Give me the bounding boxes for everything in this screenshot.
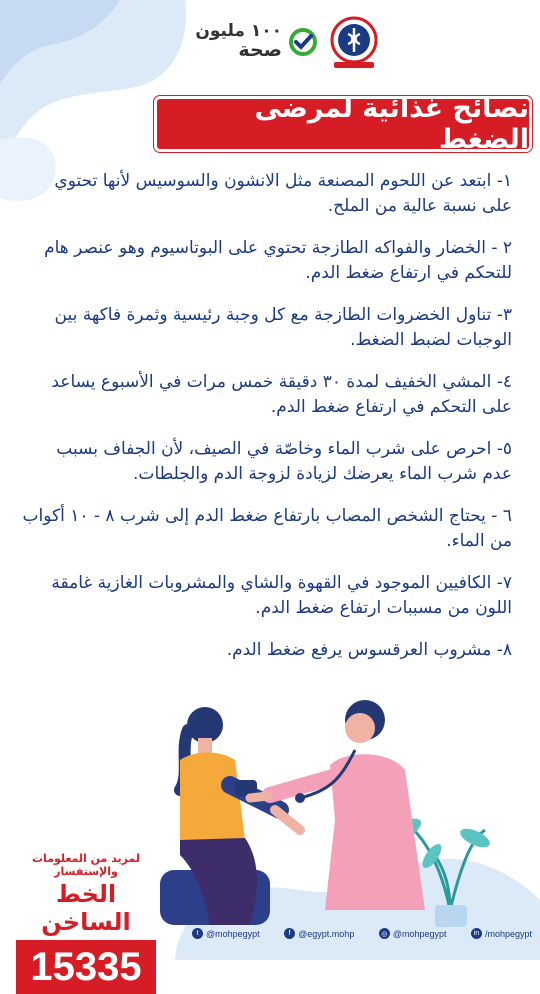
instagram-handle: @mohpegypt	[392, 928, 447, 939]
hotline-title: الخط الساخن	[41, 880, 131, 936]
tip-1: ١- ابتعد عن اللحوم المصنعة مثل الانشون والسوسيس لأنها تحتوي على نسبة عالية من الملح.	[54, 171, 512, 216]
hotline-caption: لمزيد من المعلومات والإستفسار	[31, 852, 141, 878]
tip-7: ٧- الكافيين الموجود في القهوة والشاي والمشروبات الغازية غامقة اللون من مسببات ارتفاع ضغط الدم.	[51, 573, 512, 618]
hotline-number[interactable]: 15335	[16, 940, 156, 994]
linkedin-handle: /mohpegypt	[484, 928, 532, 939]
tip-4: ٤- المشي الخفيف لمدة ٣٠ دقيقة خمس مرات في الأسبوع يساعد على التحكم في ارتفاع ضغط الدم.	[51, 372, 512, 417]
check-icon	[288, 27, 318, 57]
tips-list	[22, 152, 512, 680]
ministry-logo	[328, 14, 380, 70]
twitter-handle: @mohpegypt	[206, 928, 260, 939]
campaign-logo	[195, 23, 318, 61]
twitter-icon: t	[192, 928, 203, 939]
social-twitter[interactable]	[192, 928, 260, 939]
tip-6: ٦ - يحتاج الشخص المصاب بارتفاع ضغط الدم إلى شرب ٨ - ١٠ أكواب من الماء.	[22, 506, 512, 551]
page-title: نصائح غذائية لمرضى الضغط	[254, 93, 529, 155]
hotline-block	[16, 852, 156, 994]
linkedin-icon: in	[471, 928, 482, 939]
social-linkedin[interactable]	[471, 928, 532, 939]
tip-5: ٥- احرص على شرب الماء وخاصّة في الصيف، لأن الجفاف بسبب عدم شرب الماء يعرضك لزيادة لزوجة الدم والجلطات.	[56, 439, 512, 484]
social-facebook[interactable]	[284, 928, 354, 939]
campaign-text	[195, 23, 282, 61]
title-banner	[154, 93, 532, 155]
header	[195, 14, 380, 70]
instagram-icon: ◎	[379, 928, 390, 939]
facebook-handle: @egypt.mohp	[298, 928, 355, 939]
tip-3: ٣- تناول الخضروات الطازجة مع كل وجبة رئيسية وثمرة فاكهة بين الوجبات لضبط الضغط.	[54, 305, 512, 350]
tip-8: ٨- مشروب العرقسوس يرفع ضغط الدم.	[226, 640, 512, 660]
tip-2: ٢ - الخضار والفواكه الطازجة تحتوي على البوتاسيوم وهو عنصر هام للتحكم في ارتفاع ضغط الدم.	[44, 238, 512, 283]
social-links	[192, 928, 532, 939]
social-instagram[interactable]	[379, 928, 447, 939]
campaign-line1: ١٠٠ مليون	[195, 21, 282, 42]
blood-pressure-illustration	[150, 680, 490, 930]
campaign-line2: صحة	[238, 38, 282, 61]
facebook-icon: f	[284, 928, 295, 939]
